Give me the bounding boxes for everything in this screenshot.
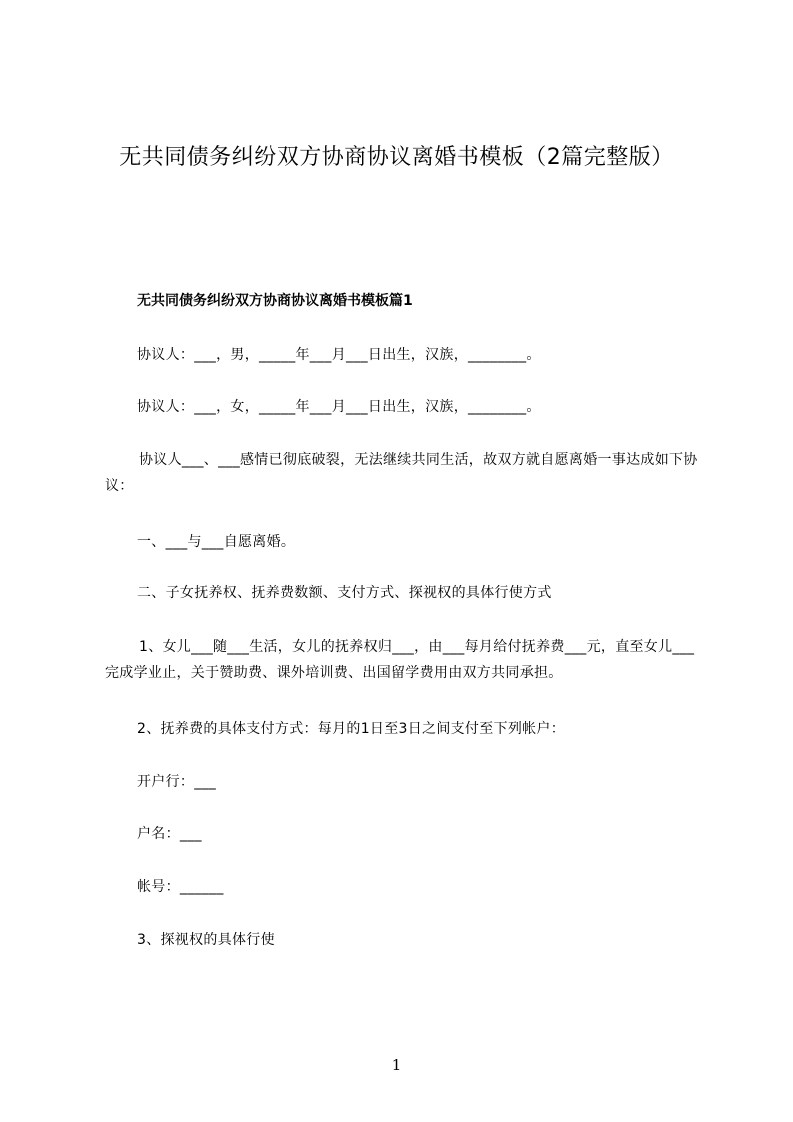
account-holder-field: 户名：___	[137, 826, 202, 842]
section-heading: 无共同债务纠纷双方协商协议离婚书模板篇1	[137, 293, 413, 309]
clause-2-heading: 二、子女抚养权、抚养费数额、支付方式、探视权的具体行使方式	[137, 585, 552, 601]
party-2-info: 协议人：___，女，_____年___月___日出生，汉族，________。	[137, 399, 541, 415]
clause-2-item-1: 1、女儿___随___生活，女儿的抚养权归___，由___每月给付抚养费___元，直至女儿___完成学业止，关于赞助费、课外培训费、出国留学费用由双方共同承担。	[105, 639, 695, 681]
account-number-field: 帐号：______	[137, 879, 224, 895]
party-1-info: 协议人：___，男，_____年___月___日出生，汉族，________。	[137, 347, 541, 363]
document-title: 无共同债务纠纷双方协商协议离婚书模板（2篇完整版）	[119, 145, 674, 170]
clause-1: 一、___与___自愿离婚。	[137, 534, 296, 550]
bank-name-field: 开户行：___	[137, 774, 217, 790]
agreement-preamble: 协议人___、___感情已彻底破裂，无法继续共同生活，故双方就自愿离婚一事达成如下协议：	[105, 452, 698, 494]
clause-2-item-2: 2、抚养费的具体支付方式：每月的1日至3日之间支付至下列帐户：	[137, 721, 566, 737]
page-number: 1	[391, 1056, 402, 1074]
clause-2-item-3: 3、探视权的具体行使	[137, 932, 275, 948]
